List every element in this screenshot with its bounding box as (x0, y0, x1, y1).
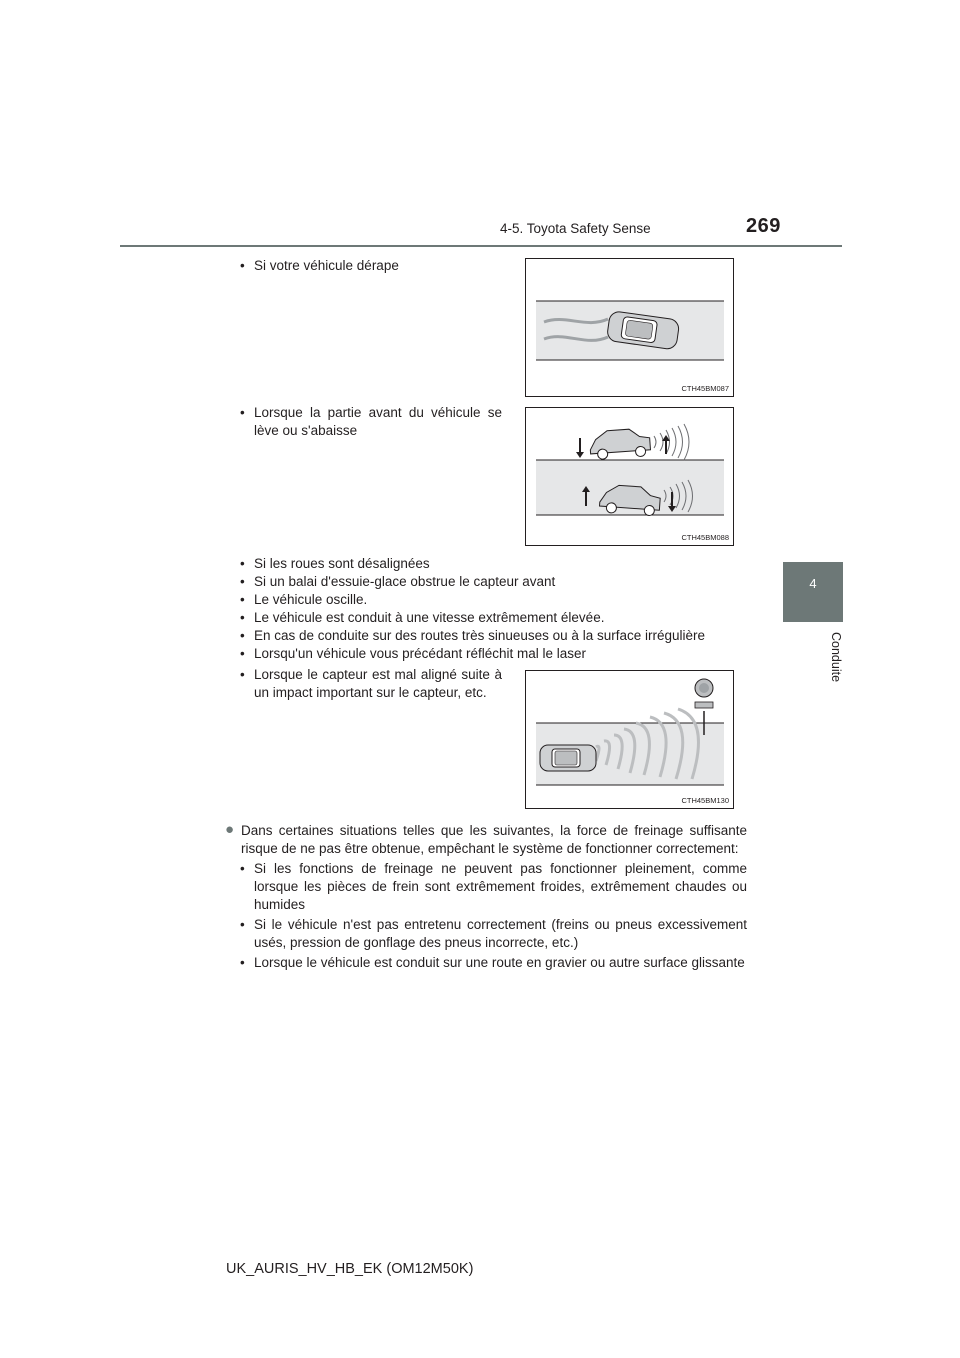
bullet-text: Si votre véhicule dérape (254, 258, 399, 273)
main-paragraph-text: Dans certaines situations telles que les suivantes, la force de freinage suffisante risque de ne pas être obtenue, empêchant le système de fonctionner correctement: (241, 823, 747, 856)
list-item (240, 573, 754, 591)
figure-code: CTH45BM130 (681, 796, 729, 805)
figure-sensor-misaligned (525, 670, 734, 809)
bullet-dot: • (240, 955, 245, 970)
bullet-sensor-misaligned (240, 666, 502, 702)
bullet-text: Lorsqu'un véhicule vous précédant réfléchit mal le laser (254, 646, 587, 661)
list-item (240, 954, 747, 972)
figure-code: CTH45BM088 (681, 533, 729, 542)
list-item (240, 645, 754, 663)
bullet-dot: • (240, 405, 245, 420)
bullet-text: En cas de conduite sur des routes très sinueuses ou à la surface irrégulière (254, 628, 705, 643)
bullet-text: Si les roues sont désalignées (254, 556, 430, 571)
bullet-list-conditions (240, 555, 754, 663)
bullet-dot: • (240, 556, 245, 571)
bullet-text: Si un balai d'essuie-glace obstrue le capteur avant (254, 574, 556, 589)
list-item (240, 860, 747, 914)
list-item (240, 555, 754, 573)
figure-code: CTH45BM087 (681, 384, 729, 393)
main-paragraph (225, 821, 747, 858)
figure-sensor-illustration (526, 671, 733, 808)
bullet-list-braking (240, 860, 747, 972)
list-item (240, 916, 747, 952)
figure-skid-illustration (526, 259, 733, 396)
footer-manual-code: UK_AURIS_HV_HB_EK (OM12M50K) (226, 1261, 474, 1277)
bullet-dot: • (240, 917, 245, 932)
bullet-dot: • (240, 628, 245, 643)
figure-front-lift-illustration (526, 408, 733, 545)
bullet-dot: • (240, 646, 245, 661)
figure-skid (525, 258, 734, 397)
figure-front-lift (525, 407, 734, 546)
bullet-text: Lorsque la partie avant du véhicule se lève ou s'abaisse (254, 405, 502, 438)
bullet-skid (240, 257, 502, 275)
bullet-front-lift (240, 404, 502, 440)
section-title: 4-5. Toyota Safety Sense (500, 221, 651, 236)
list-item (240, 591, 754, 609)
bullet-dot: • (240, 610, 245, 625)
bullet-dot: • (240, 592, 245, 607)
bullet-text: Le véhicule oscille. (254, 592, 368, 607)
bullet-text: Si le véhicule n'est pas entretenu correctement (freins ou pneus excessivement usés, pression de gonflage des pneus incorrecte, etc.) (254, 917, 747, 950)
bullet-dot: • (240, 667, 245, 682)
list-item (240, 609, 754, 627)
bullet-text: Si les fonctions de freinage ne peuvent pas fonctionner pleinement, comme lorsque les pièces de frein sont extrêmement froides, extrêmement chaudes ou humides (254, 861, 747, 912)
page-number: 269 (746, 215, 781, 237)
bullet-text: Le véhicule est conduit à une vitesse extrêmement élevée. (254, 610, 605, 625)
chapter-tab: 4 (783, 562, 843, 622)
main-bullet-dot: ● (225, 821, 235, 838)
bullet-text: Lorsque le capteur est mal aligné suite à un impact important sur le capteur, etc. (254, 667, 502, 700)
list-item (240, 627, 754, 645)
bullet-dot: • (240, 258, 245, 273)
chapter-label: Conduite (829, 632, 843, 683)
bullet-dot: • (240, 861, 245, 876)
bullet-text: Lorsque le véhicule est conduit sur une route en gravier ou autre surface glissante (254, 955, 745, 970)
header-rule (120, 245, 842, 247)
bullet-dot: • (240, 574, 245, 589)
